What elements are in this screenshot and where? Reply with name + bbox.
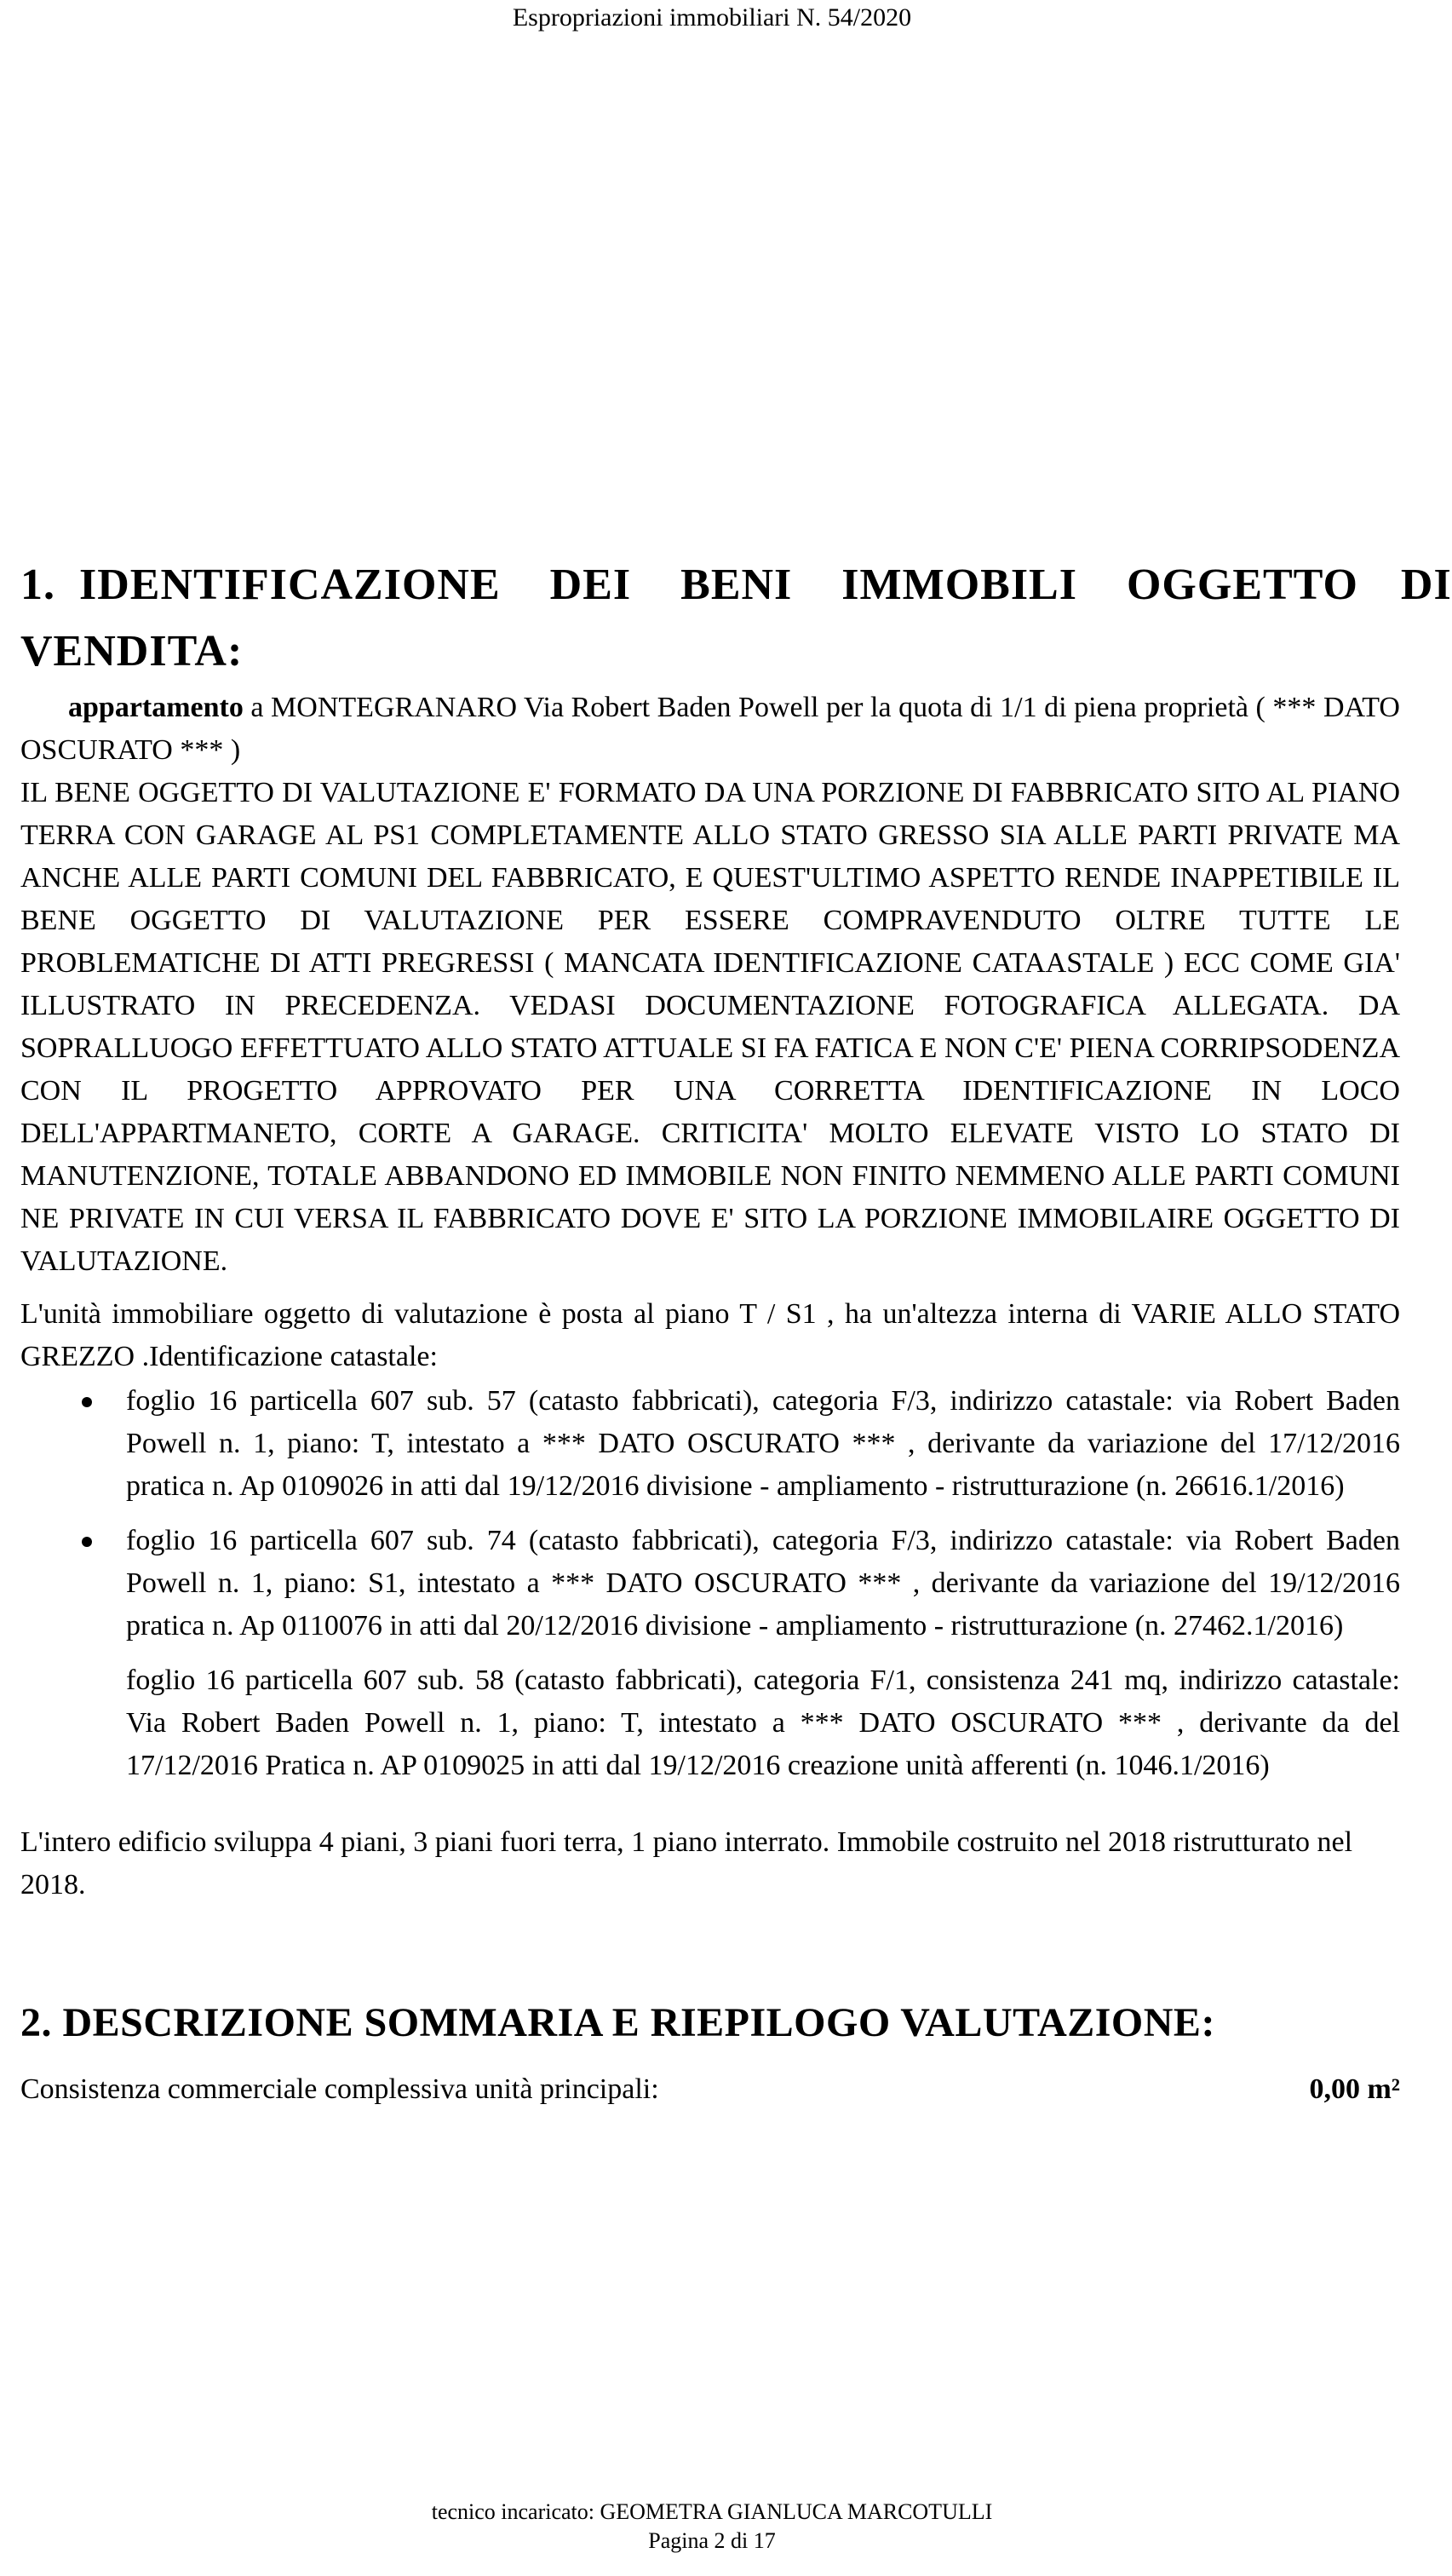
intro-paragraph — [20, 687, 1400, 772]
intro-bold: appartamento — [68, 692, 244, 723]
summary-label: Consistenza commerciale complessiva unità principali: — [20, 2073, 659, 2105]
page-header: Espropriazioni immobiliari N. 54/2020 — [512, 3, 912, 32]
title-word: DEI — [549, 561, 632, 609]
title-word: VENDITA: — [20, 627, 244, 676]
description-paragraph: IL BENE OGGETTO DI VALUTAZIONE E' FORMATO DA UNA PORZIONE DI FABBRICATO SITO AL PIANO TERRA CON GARAGE AL PS1 COMPLETAMENTE ALLO STATO GRESSO SIA ALLE PARTI PRIVATE MA ANCHE ALLE PARTI COMUNI DEL FABBRICATO, E QUEST'ULTIMO ASPETTO RENDE INAPPETIBILE IL BENE OGGETTO DI VALUTAZIONE PER ESSERE COMPRAVENDUTO OLTRE TUTTE LE PROBLEMATICHE DI ATTI PREGRESSI ( MANCATA IDENTIFICAZIONE CATAASTALE ) ECC COME GIA' ILLUSTRATO IN PRECEDENZA. VEDASI DOCUMENTAZIONE FOTOGRAFICA ALLEGATA. DA SOPRALLUOGO EFFETTUATO ALLO STATO ATTUALE SI FA FATICA E NON C'E' PIENA CORRIPSODENZA CON IL PROGETTO APPROVATO PER UNA CORRETTA IDENTIFICAZIONE IN LOCO DELL'APPARTMANETO, CORTE A GARAGE. CRITICITA' MOLTO ELEVATE VISTO LO STATO DI MANUTENZIONE, TOTALE ABBANDONO ED IMMOBILE NON FINITO NEMMENO ALLE PARTI COMUNI NE PRIVATE IN CUI VERSA IL FABBRICATO DOVE E' SITO LA PORZIONE IMMOBILAIRE OGGETTO DI VALUTAZIONE. — [20, 777, 1400, 1277]
title-word: BENI — [680, 561, 793, 609]
summary-value: 0,00 m² — [1309, 2073, 1400, 2105]
page-footer — [0, 2498, 1424, 2556]
section-1-title — [20, 552, 1452, 685]
intro-text: a MONTEGRANARO Via Robert Baden Powell per la quota di 1/1 di piena proprietà ( *** DATO OSCURATO *** ) — [20, 692, 1400, 766]
cadastral-list — [20, 1380, 1400, 1647]
list-item — [20, 1520, 1400, 1647]
bullet-icon — [82, 1537, 92, 1547]
building-paragraph: L'intero edificio sviluppa 4 piani, 3 piani fuori terra, 1 piano interrato. Immobile costruito nel 2018 ristrutturato nel 2018. — [20, 1826, 1353, 1900]
title-word: OGGETTO — [1126, 561, 1358, 609]
section-1-number: 1. — [20, 561, 55, 609]
cadastral-item-text: foglio 16 particella 607 sub. 57 (catasto fabbricati), categoria F/3, indirizzo catastale: via Robert Baden Powell n. 1, piano: T, intestato a *** DATO OSCURATO *** , derivante da variazione del 17/12/2016 pratica n. Ap 0109026 in atti dal 19/12/2016 divisione - ampliamento - ristrutturazione (n. 26616.1/2016) — [126, 1385, 1400, 1502]
list-item — [20, 1380, 1400, 1508]
title-word: DI — [1400, 561, 1452, 609]
bullet-icon — [82, 1397, 92, 1407]
technician-line: tecnico incaricato: GEOMETRA GIANLUCA MARCOTULLI — [431, 2499, 993, 2524]
title-word: IMMOBILI — [841, 561, 1077, 609]
page-number: Pagina 2 di 17 — [648, 2528, 776, 2553]
cadastral-item-text: foglio 16 particella 607 sub. 74 (catasto fabbricati), categoria F/3, indirizzo catastale: via Robert Baden Powell n. 1, piano: S1, intestato a *** DATO OSCURATO *** , derivante da variazione del 19/12/2016 pratica n. Ap 0110076 in atti dal 20/12/2016 divisione - ampliamento - ristrutturazione (n. 27462.1/2016) — [126, 1525, 1400, 1642]
title-word: IDENTIFICAZIONE — [79, 561, 501, 609]
section-2-title: 2. DESCRIZIONE SOMMARIA E RIEPILOGO VALUTAZIONE: — [20, 2000, 1215, 2045]
cadastral-extra: foglio 16 particella 607 sub. 58 (catasto fabbricati), categoria F/1, consistenza 241 mq, indirizzo catastale: Via Robert Baden Powell n. 1, piano: T, intestato a *** DATO OSCURATO *** , derivante da del 17/12/2016 Pratica n. AP 0109025 in atti dal 19/12/2016 creazione unità afferenti (n. 1046.1/2016) — [126, 1665, 1400, 1781]
summary-row — [20, 2073, 1400, 2106]
section-1-body — [20, 687, 1400, 1906]
unit-paragraph: L'unità immobiliare oggetto di valutazione è posta al piano T / S1 , ha un'altezza interna di VARIE ALLO STATO GREZZO .Identificazione catastale: — [20, 1298, 1400, 1372]
